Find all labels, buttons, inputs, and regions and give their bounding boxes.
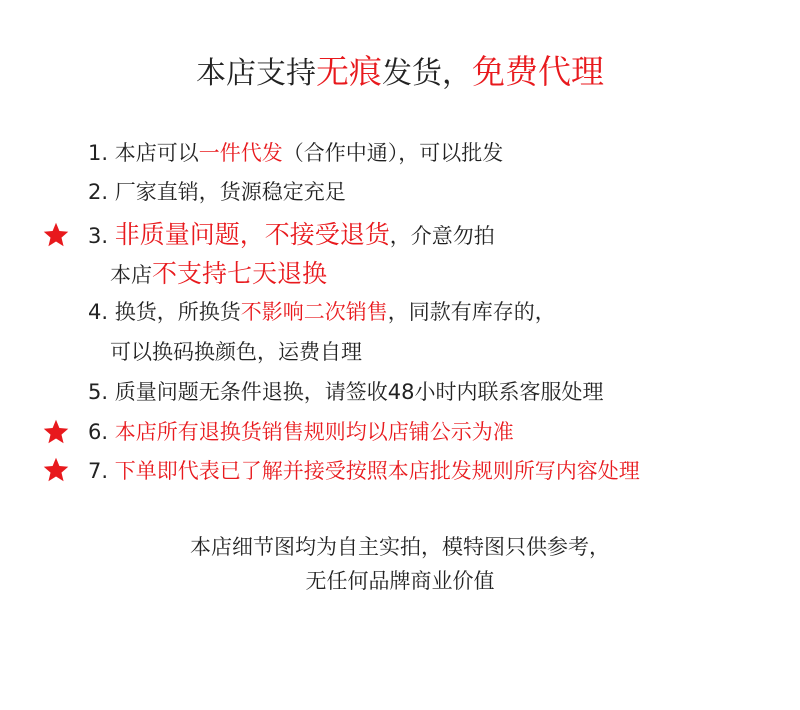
rule-4-text-d: 可以换码换颜色，运费自理 [110, 340, 362, 364]
title-highlight-free-agent: 免费代理 [472, 52, 604, 91]
footer-line-2: 无任何品牌商业价值 [305, 569, 495, 593]
rule-3-highlight: 非质量问题，不接受退货 [114, 220, 390, 249]
rule-3-text-b: ，介意勿拍 [389, 224, 495, 248]
rule-5-number: 5. [88, 380, 109, 404]
rule-7 [88, 456, 640, 486]
rule-4-line-2 [110, 337, 362, 367]
rule-4-number: 4. [88, 300, 109, 324]
title-highlight-traceless: 无痕 [316, 52, 382, 91]
rule-3-line-2 [110, 259, 327, 290]
title-part-1: 本店支持 [196, 56, 316, 91]
rule-2-number: 2. [88, 180, 109, 204]
rule-6-text: 本店所有退换货销售规则均以店铺公示为准 [114, 420, 514, 444]
rule-3-number: 3. [88, 224, 109, 248]
rule-5 [88, 377, 603, 407]
rule-3-highlight-2: 不支持七天退换 [152, 259, 328, 288]
rule-2-text: 厂家直销，货源稳定充足 [114, 180, 346, 204]
page-title [0, 52, 800, 94]
rule-1-text-a: 本店可以 [114, 141, 199, 165]
rule-4-highlight: 不影响二次销售 [240, 300, 388, 324]
rule-4 [88, 297, 556, 327]
rule-7-text: 下单即代表已了解并接受按照本店批发规则所写内容处理 [114, 459, 640, 483]
rule-1-highlight: 一件代发 [198, 141, 283, 165]
rule-6-number: 6. [88, 420, 109, 444]
rule-5-text: 质量问题无条件退换，请签收48小时内联系客服处理 [114, 380, 604, 404]
rule-4-text-a: 换货，所换货 [114, 300, 241, 324]
title-part-3: 发货， [382, 56, 472, 91]
rule-1-number: 1. [88, 141, 109, 165]
star-icon [41, 456, 71, 484]
rule-1-text-c: （合作中通），可以批发 [282, 141, 504, 165]
rule-3-text-c: 本店 [110, 263, 152, 287]
rule-7-number: 7. [88, 459, 109, 483]
star-icon [41, 221, 71, 249]
rule-1 [88, 138, 503, 168]
star-icon [41, 418, 71, 446]
rule-3 [88, 220, 495, 251]
footer-line-1: 本店细节图均为自主实拍，模特图只供参考， [190, 535, 610, 559]
rule-2 [88, 177, 346, 207]
rule-6 [88, 417, 514, 447]
rule-4-text-c: ，同款有库存的， [387, 300, 556, 324]
